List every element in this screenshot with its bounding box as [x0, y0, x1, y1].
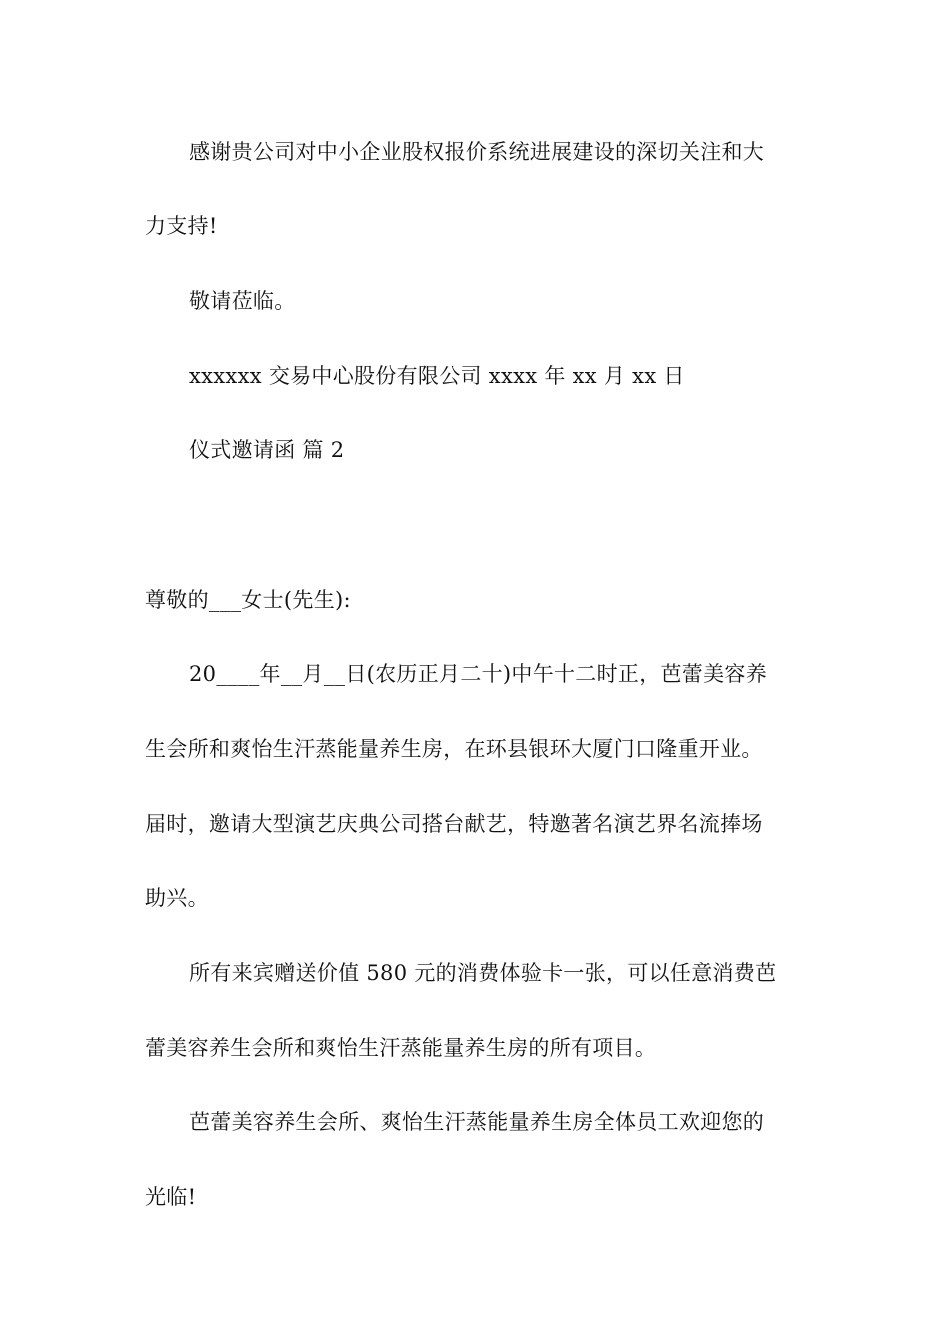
- section-heading: 仪式邀请函 篇 2: [189, 438, 345, 462]
- signature-line: xxxxxx 交易中心股份有限公司 xxxx 年 xx 月 xx 日: [189, 364, 685, 388]
- paragraph-opening-line-1: 20____年__月__日(农历正月二十)中午十二时正，芭蕾美容养: [189, 662, 768, 686]
- paragraph-thanks-line-1: 感谢贵公司对中小企业股权报价系统进展建设的深切关注和大: [189, 140, 765, 164]
- paragraph-welcome-line-2: 光临!: [145, 1185, 197, 1209]
- paragraph-invite: 敬请莅临。: [189, 289, 296, 313]
- paragraph-welcome-line-1: 芭蕾美容养生会所、爽怡生汗蒸能量养生房全体员工欢迎您的: [189, 1110, 765, 1134]
- paragraph-opening-line-2: 生会所和爽怡生汗蒸能量养生房，在环县银环大厦门口隆重开业。: [145, 737, 763, 761]
- paragraph-gift-line-2: 蕾美容养生会所和爽怡生汗蒸能量养生房的所有项目。: [145, 1036, 657, 1060]
- salutation: 尊敬的___女士(先生):: [145, 588, 351, 612]
- paragraph-gift-line-1: 所有来宾赠送价值 580 元的消费体验卡一张，可以任意消费芭: [189, 961, 777, 985]
- paragraph-thanks-line-2: 力支持!: [145, 214, 218, 238]
- paragraph-opening-line-3: 届时，邀请大型演艺庆典公司搭台献艺，特邀著名演艺界名流捧场: [145, 812, 763, 836]
- paragraph-opening-line-4: 助兴。: [145, 886, 209, 910]
